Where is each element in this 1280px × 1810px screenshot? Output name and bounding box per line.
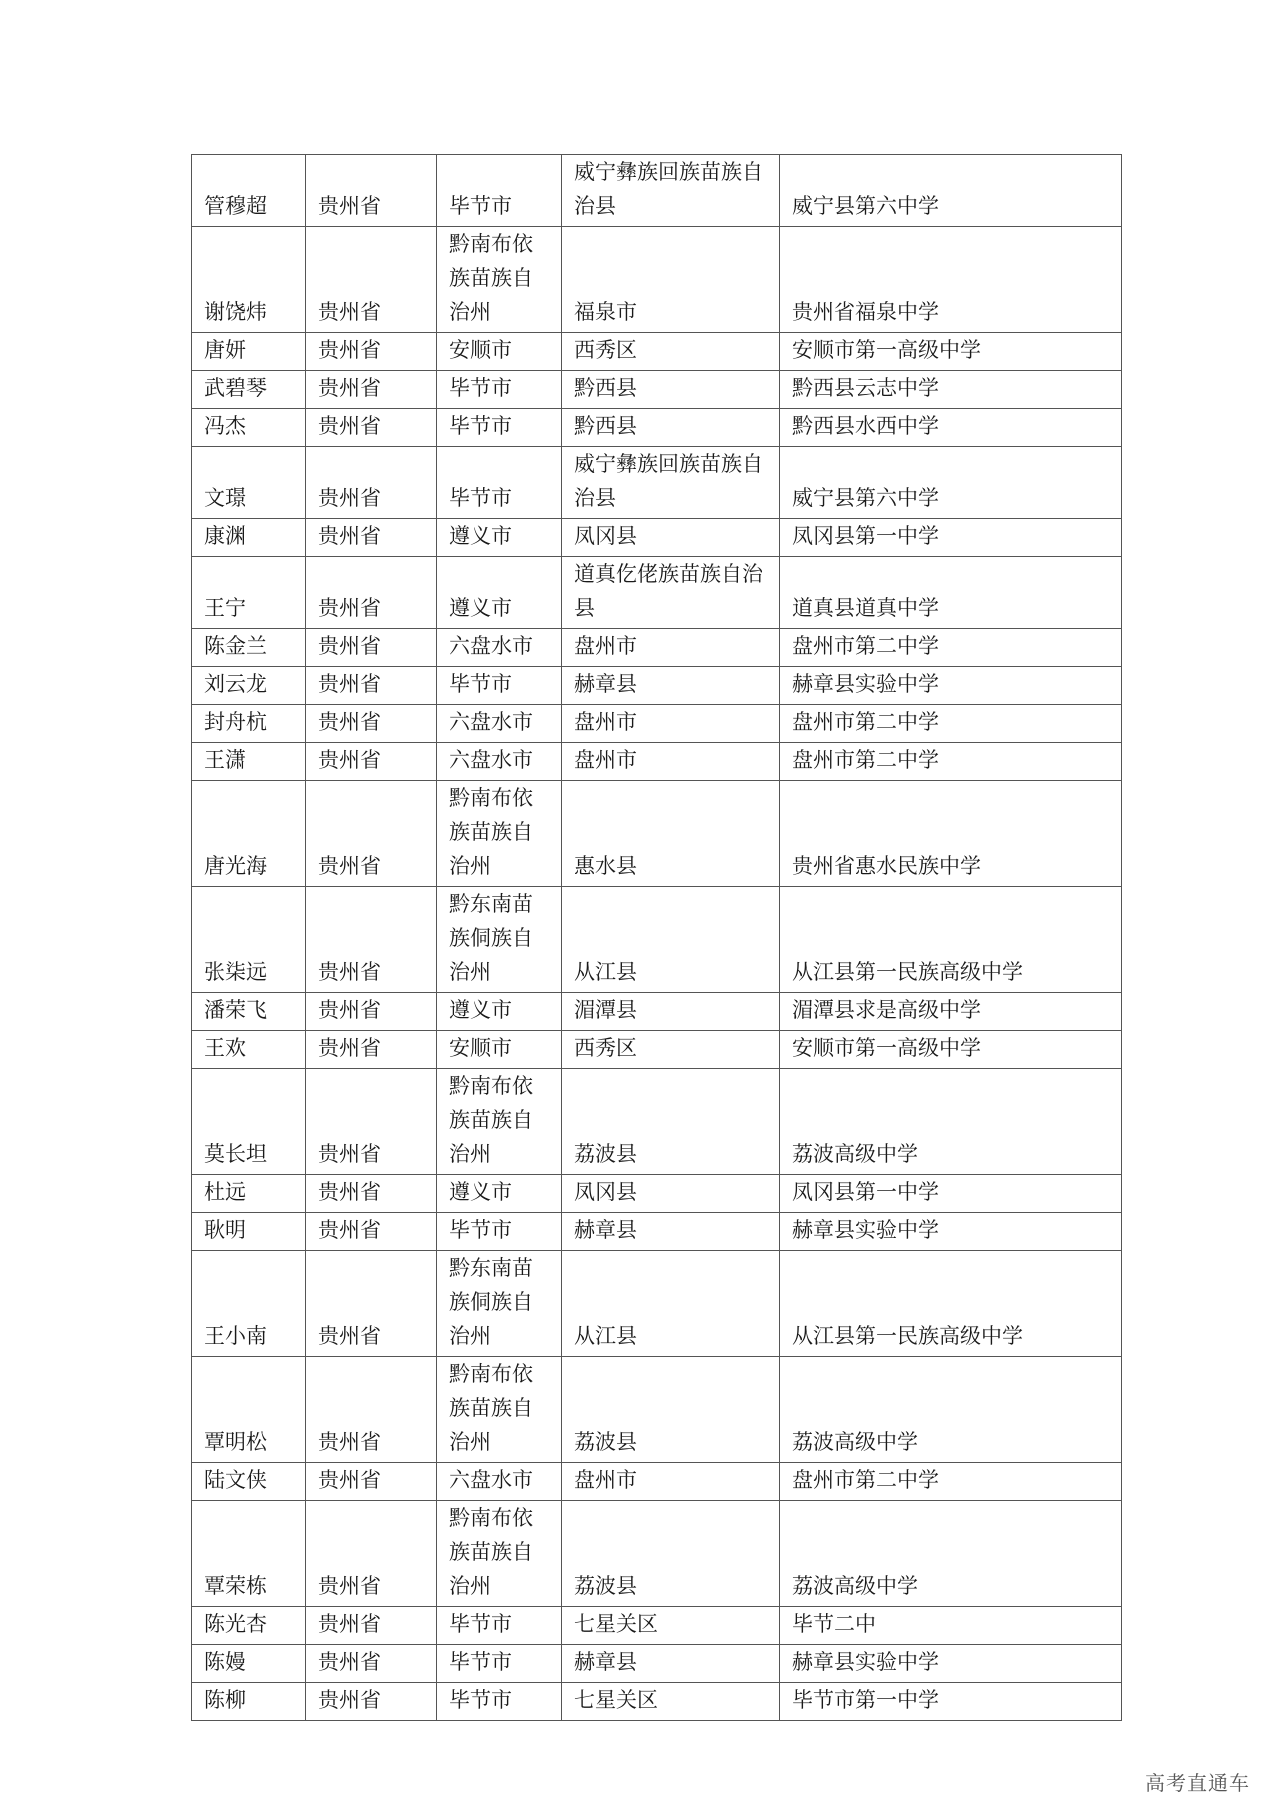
school-cell: 荔波高级中学 [780,1357,1122,1463]
name-cell: 陈嫚 [192,1645,306,1683]
county-cell: 七星关区 [562,1683,780,1721]
city-cell: 毕节市 [437,1683,562,1721]
name-cell: 陈柳 [192,1683,306,1721]
city-cell: 遵义市 [437,519,562,557]
school-cell: 从江县第一民族高级中学 [780,1251,1122,1357]
city-cell: 黔南布依族苗族自治州 [437,1069,562,1175]
table-row [192,1683,1122,1721]
county-cell: 荔波县 [562,1501,780,1607]
student-table [191,154,1122,1721]
city-cell: 黔南布依族苗族自治州 [437,227,562,333]
city-cell: 安顺市 [437,333,562,371]
table-row [192,1251,1122,1357]
county-cell: 福泉市 [562,227,780,333]
county-cell: 威宁彝族回族苗族自治县 [562,155,780,227]
name-cell: 王小南 [192,1251,306,1357]
city-cell: 毕节市 [437,667,562,705]
city-cell: 毕节市 [437,447,562,519]
name-cell: 文璟 [192,447,306,519]
province-cell: 贵州省 [306,993,437,1031]
name-cell: 唐光海 [192,781,306,887]
county-cell: 道真仡佬族苗族自治县 [562,557,780,629]
table-row [192,371,1122,409]
county-cell: 盘州市 [562,743,780,781]
county-cell: 盘州市 [562,629,780,667]
city-cell: 黔东南苗族侗族自治州 [437,1251,562,1357]
province-cell: 贵州省 [306,887,437,993]
county-cell: 七星关区 [562,1607,780,1645]
name-cell: 杜远 [192,1175,306,1213]
county-cell: 从江县 [562,1251,780,1357]
school-cell: 安顺市第一高级中学 [780,1031,1122,1069]
school-cell: 赫章县实验中学 [780,1213,1122,1251]
table-row [192,629,1122,667]
table-row [192,887,1122,993]
name-cell: 张柒远 [192,887,306,993]
school-cell: 毕节市第一中学 [780,1683,1122,1721]
table-row [192,155,1122,227]
county-cell: 赫章县 [562,667,780,705]
province-cell: 贵州省 [306,371,437,409]
province-cell: 贵州省 [306,1031,437,1069]
school-cell: 赫章县实验中学 [780,667,1122,705]
name-cell: 冯杰 [192,409,306,447]
school-cell: 荔波高级中学 [780,1501,1122,1607]
table-row [192,1069,1122,1175]
table-row [192,1175,1122,1213]
school-cell: 湄潭县求是高级中学 [780,993,1122,1031]
name-cell: 武碧琴 [192,371,306,409]
school-cell: 贵州省惠水民族中学 [780,781,1122,887]
school-cell: 毕节二中 [780,1607,1122,1645]
name-cell: 覃荣栋 [192,1501,306,1607]
county-cell: 湄潭县 [562,993,780,1031]
city-cell: 黔南布依族苗族自治州 [437,1357,562,1463]
county-cell: 惠水县 [562,781,780,887]
province-cell: 贵州省 [306,1683,437,1721]
city-cell: 毕节市 [437,371,562,409]
school-cell: 盘州市第二中学 [780,743,1122,781]
city-cell: 黔南布依族苗族自治州 [437,781,562,887]
name-cell: 康渊 [192,519,306,557]
county-cell: 盘州市 [562,1463,780,1501]
province-cell: 贵州省 [306,1463,437,1501]
city-cell: 六盘水市 [437,1463,562,1501]
table-row [192,1213,1122,1251]
school-cell: 安顺市第一高级中学 [780,333,1122,371]
name-cell: 王欢 [192,1031,306,1069]
school-cell: 赫章县实验中学 [780,1645,1122,1683]
name-cell: 唐妍 [192,333,306,371]
province-cell: 贵州省 [306,1645,437,1683]
province-cell: 贵州省 [306,1251,437,1357]
province-cell: 贵州省 [306,705,437,743]
name-cell: 陈金兰 [192,629,306,667]
name-cell: 陆文侠 [192,1463,306,1501]
school-cell: 凤冈县第一中学 [780,519,1122,557]
table-row [192,743,1122,781]
province-cell: 贵州省 [306,227,437,333]
province-cell: 贵州省 [306,1607,437,1645]
city-cell: 毕节市 [437,1607,562,1645]
province-cell: 贵州省 [306,519,437,557]
city-cell: 遵义市 [437,993,562,1031]
province-cell: 贵州省 [306,447,437,519]
city-cell: 六盘水市 [437,743,562,781]
table-row [192,1645,1122,1683]
city-cell: 毕节市 [437,1213,562,1251]
county-cell: 西秀区 [562,333,780,371]
school-cell: 盘州市第二中学 [780,629,1122,667]
province-cell: 贵州省 [306,1175,437,1213]
school-cell: 荔波高级中学 [780,1069,1122,1175]
county-cell: 凤冈县 [562,1175,780,1213]
table-row [192,1357,1122,1463]
province-cell: 贵州省 [306,409,437,447]
county-cell: 荔波县 [562,1069,780,1175]
county-cell: 黔西县 [562,371,780,409]
county-cell: 凤冈县 [562,519,780,557]
province-cell: 贵州省 [306,333,437,371]
county-cell: 威宁彝族回族苗族自治县 [562,447,780,519]
province-cell: 贵州省 [306,155,437,227]
county-cell: 荔波县 [562,1357,780,1463]
city-cell: 安顺市 [437,1031,562,1069]
school-cell: 威宁县第六中学 [780,447,1122,519]
city-cell: 黔东南苗族侗族自治州 [437,887,562,993]
name-cell: 耿明 [192,1213,306,1251]
school-cell: 威宁县第六中学 [780,155,1122,227]
table-row [192,993,1122,1031]
province-cell: 贵州省 [306,1357,437,1463]
province-cell: 贵州省 [306,1069,437,1175]
city-cell: 毕节市 [437,409,562,447]
table-row [192,227,1122,333]
city-cell: 毕节市 [437,155,562,227]
table-row [192,1607,1122,1645]
county-cell: 赫章县 [562,1213,780,1251]
table-row [192,1501,1122,1607]
city-cell: 遵义市 [437,557,562,629]
table-row [192,705,1122,743]
table-row [192,1031,1122,1069]
table-row [192,447,1122,519]
school-cell: 盘州市第二中学 [780,1463,1122,1501]
county-cell: 从江县 [562,887,780,993]
table-row [192,333,1122,371]
school-cell: 道真县道真中学 [780,557,1122,629]
county-cell: 西秀区 [562,1031,780,1069]
province-cell: 贵州省 [306,1501,437,1607]
watermark-text: 高考直通车 [1145,1771,1250,1795]
name-cell: 陈光杏 [192,1607,306,1645]
school-cell: 黔西县云志中学 [780,371,1122,409]
name-cell: 覃明松 [192,1357,306,1463]
city-cell: 遵义市 [437,1175,562,1213]
province-cell: 贵州省 [306,629,437,667]
school-cell: 盘州市第二中学 [780,705,1122,743]
school-cell: 黔西县水西中学 [780,409,1122,447]
table-row [192,781,1122,887]
province-cell: 贵州省 [306,667,437,705]
school-cell: 贵州省福泉中学 [780,227,1122,333]
name-cell: 谢饶炜 [192,227,306,333]
city-cell: 黔南布依族苗族自治州 [437,1501,562,1607]
table-row [192,409,1122,447]
city-cell: 毕节市 [437,1645,562,1683]
table-row [192,519,1122,557]
name-cell: 潘荣飞 [192,993,306,1031]
table-row [192,667,1122,705]
name-cell: 管穆超 [192,155,306,227]
student-table-body [192,155,1122,1721]
school-cell: 凤冈县第一中学 [780,1175,1122,1213]
name-cell: 王潇 [192,743,306,781]
name-cell: 莫长坦 [192,1069,306,1175]
county-cell: 赫章县 [562,1645,780,1683]
school-cell: 从江县第一民族高级中学 [780,887,1122,993]
county-cell: 盘州市 [562,705,780,743]
city-cell: 六盘水市 [437,705,562,743]
province-cell: 贵州省 [306,781,437,887]
county-cell: 黔西县 [562,409,780,447]
province-cell: 贵州省 [306,743,437,781]
province-cell: 贵州省 [306,557,437,629]
city-cell: 六盘水市 [437,629,562,667]
table-row [192,557,1122,629]
name-cell: 刘云龙 [192,667,306,705]
name-cell: 封舟杭 [192,705,306,743]
province-cell: 贵州省 [306,1213,437,1251]
table-row [192,1463,1122,1501]
name-cell: 王宁 [192,557,306,629]
